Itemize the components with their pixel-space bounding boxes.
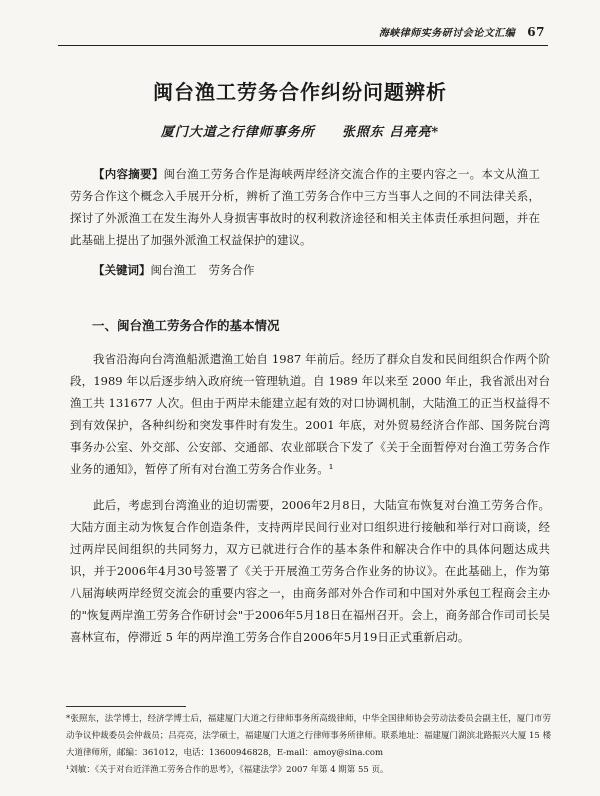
keyword-item: 劳务合作 xyxy=(208,263,255,277)
abstract-label: 【内容摘要】 xyxy=(93,167,164,181)
section-heading: 一、闽台渔工劳务合作的基本情况 xyxy=(92,318,280,333)
keyword-item: 闽台渔工 xyxy=(150,263,197,277)
footnote-author-info: *张照东，法学博士，经济学博士后，福建厦门大道之行律师事务所高级律师，中华全国律师协会劳动法委员会副主任，厦门市劳动争议仲裁委员会仲裁员；吕亮亮，法学硕士，福建厦门大道之行律师事务所律师。联系地址：福建厦门湖滨北路振兴大厦 15 楼大道律师所，邮编：361012，电话：13600946828，E-mail：amoy@sina.com xyxy=(66,714,551,758)
author-affiliation: 厦门大道之行律师事务所 xyxy=(160,125,315,140)
keywords-label: 【关键词】 xyxy=(93,263,151,277)
footnote-reference: ¹刘敏：《关于对台近洋渔工劳务合作的思考》，《福建法学》2007 年第 4 期第 55 页。 xyxy=(66,765,389,775)
abstract-text: 闽台渔工劳务合作是海峡两岸经济交流合作的主要内容之一。本文从渔工劳务合作这个概念入手展开分析，辨析了渔工劳务合作中三方当事人之间的不同法律关系，探讨了外派渔工在发生海外人身损害事故时的权利救济途径和相关主体责任承担问题，并在此基础上提出了加强外派渔工权益保护的建议。 xyxy=(70,167,540,247)
article-title: 闽台渔工劳务合作纠纷问题辨析 xyxy=(153,80,447,104)
author-names: 张照东 吕亮亮* xyxy=(341,125,440,140)
keywords xyxy=(70,259,540,281)
running-header xyxy=(60,24,545,39)
page-number: 67 xyxy=(527,25,545,39)
footnotes xyxy=(66,711,551,779)
header-rule xyxy=(58,45,548,46)
running-title: 海峡律师实务研讨会论文汇编 xyxy=(378,28,516,39)
footnote-rule xyxy=(66,706,186,707)
body-paragraph: 此后，考虑到台湾渔业的迫切需要，2006年2月8日，大陆宣布恢复对台渔工劳务合作。大陆方面主动为恢复合作创造条件，支持两岸民间行业对口组织进行接触和举行对口商谈，经过两岸民间组织的共同努力，双方已就进行合作的基本条件和解决合作中的具体问题达成共识，并于2006年4月30号签署了《关于开展渔工劳务合作业务的协议》。在此基础上，作为第八届海峡两岸经贸交流会的重要内容之一，由商务部对外合作司和中国对外承包工程商会主办的"恢复两岸渔工劳务合作研讨会"于2006年5月18日在福州召开。会上，商务部合作司司长吴喜林宣布，停滞近 5 年的两岸渔工劳务合作自2006年5月19日正式重新启动。 xyxy=(70,498,550,644)
abstract xyxy=(70,163,540,251)
body-paragraph: 我省沿海向台湾渔船派遣渔工始自 1987 年前后。经历了群众自发和民间组织合作两个阶段，1989 年以后逐步纳入政府统一管理轨道。自 1989 年以来至 2000 年止，我省派出对台渔工共 131677 人次。但由于两岸未能建立起有效的对口协调机制，大陆渔工的正当权益得不到有效保护，各种纠纷和突发事件时有发生。2001 年底，对外贸易经济合作部、国务院台湾事务办公室、外交部、公安部、交通部、农业部联合下发了《关于全面暂停对台渔工劳务合作业务的通知》，暂停了所有对台渔工劳务合作业务。¹ xyxy=(70,352,550,476)
author-line xyxy=(0,121,600,140)
